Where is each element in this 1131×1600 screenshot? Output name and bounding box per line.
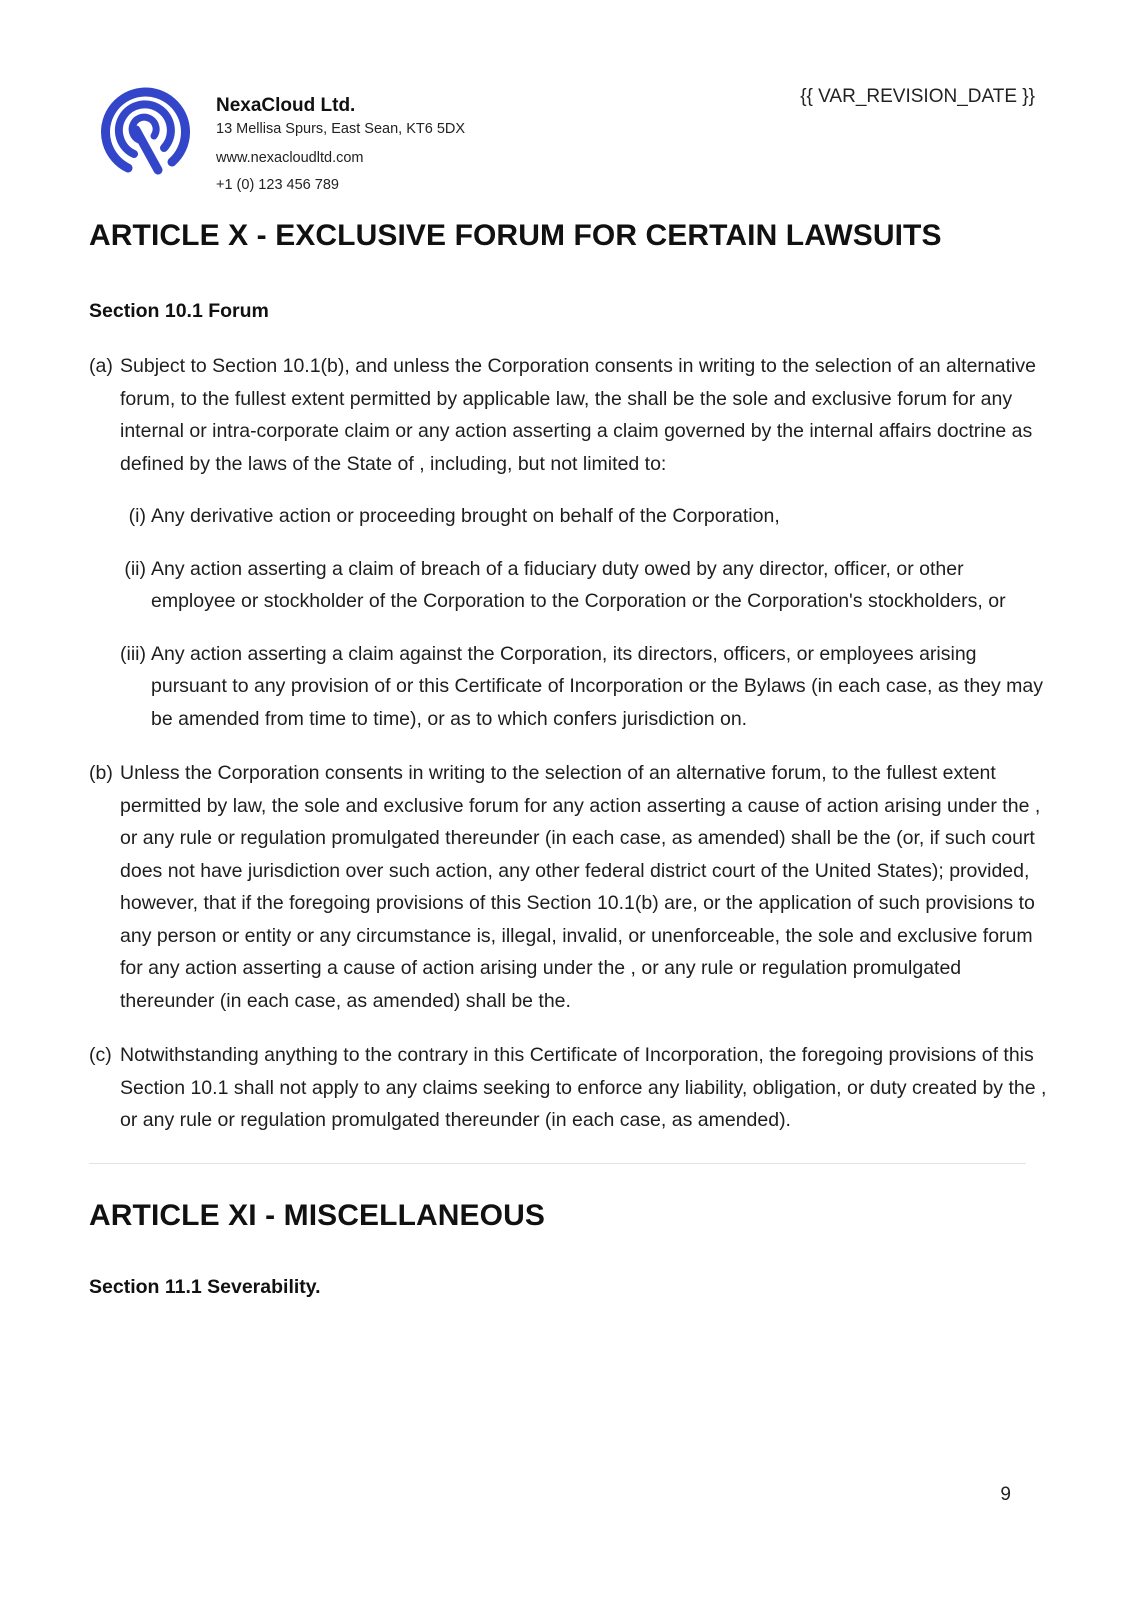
subclause-text: Any action asserting a claim against the Corporation, its directors, officers, or employees arising pursuant to any provision of or this Certificate of Incorporation or the Bylaws (in each case, as they may be amended from time to time), or as to which confers jurisdiction on. — [151, 642, 1044, 730]
company-address: 13 Mellisa Spurs, East Sean, KT6 5DX — [216, 121, 466, 137]
company-logo-icon — [98, 78, 190, 178]
subclause-marker: (ii) — [124, 557, 146, 580]
page-header — [0, 0, 1131, 205]
company-website: www.nexacloudltd.com — [216, 150, 364, 166]
article-11-title: ARTICLE XI - MISCELLANEOUS — [89, 1198, 545, 1232]
clause-marker: (b) — [89, 762, 113, 784]
clause-c — [89, 1039, 1049, 1137]
company-info — [216, 94, 465, 195]
section-divider — [89, 1163, 1026, 1164]
clause-a — [89, 350, 1049, 480]
document-body — [89, 214, 1049, 1300]
subclause-iii — [89, 638, 1049, 736]
subclause-text: Any action asserting a claim of breach of a fiduciary duty owed by any director, officer, or other employee or stockholder of the Corporation to the Corporation or the Corporation's stockholders, or — [151, 557, 1006, 612]
clause-b — [89, 757, 1049, 1017]
section-10-1-title: Section 10.1 Forum — [89, 300, 269, 322]
subclause-marker: (iii) — [120, 642, 146, 665]
section-11-1-title: Section 11.1 Severability. — [89, 1275, 321, 1298]
company-name: NexaCloud Ltd. — [216, 95, 356, 116]
subclause-text: Any derivative action or proceeding brought on behalf of the Corporation, — [151, 505, 780, 527]
clause-text: Unless the Corporation consents in writing to the selection of an alternative forum, to the fullest extent permitted by law, the sole and exclusive forum for any action asserting a cause of action arising under the , or any rule or regulation promulgated thereunder (in each case, as amended) shall be the (or, if such court does not have jurisdiction over such action, any other federal district court of the United States); provided, however, that if the foregoing provisions of this Section 10.1(b) are, or the application of such provisions to any person or entity or any circumstance is, illegal, invalid, or unenforceable, the sole and exclusive forum for any action asserting a cause of action arising under the , or any rule or regulation promulgated thereunder (in each case, as amended) shall be the. — [120, 762, 1041, 1012]
clause-marker: (a) — [89, 355, 113, 377]
clause-text: Subject to Section 10.1(b), and unless the Corporation consents in writing to the selection of an alternative forum, to the fullest extent permitted by applicable law, the shall be the sole and exclusive forum for any internal or intra-corporate claim or any action asserting a claim governed by the internal affairs doctrine as defined by the laws of the State of , including, but not limited to: — [120, 355, 1036, 475]
subclause-i — [89, 500, 1049, 533]
subclause-ii — [89, 553, 1049, 618]
subclause-marker: (i) — [128, 505, 146, 527]
article-10-title: ARTICLE X - EXCLUSIVE FORUM FOR CERTAIN LAWSUITS — [89, 219, 942, 252]
revision-date: {{ VAR_REVISION_DATE }} — [800, 86, 1035, 107]
page-number: 9 — [1000, 1484, 1011, 1505]
clause-text: Notwithstanding anything to the contrary in this Certificate of Incorporation, the foregoing provisions of this Section 10.1 shall not apply to any claims seeking to enforce any liability, obligation, or duty created by the , or any rule or regulation promulgated thereunder (in each case, as amended). — [120, 1044, 1047, 1131]
clause-marker: (c) — [89, 1044, 112, 1066]
company-phone: +1 (0) 123 456 789 — [216, 177, 339, 193]
